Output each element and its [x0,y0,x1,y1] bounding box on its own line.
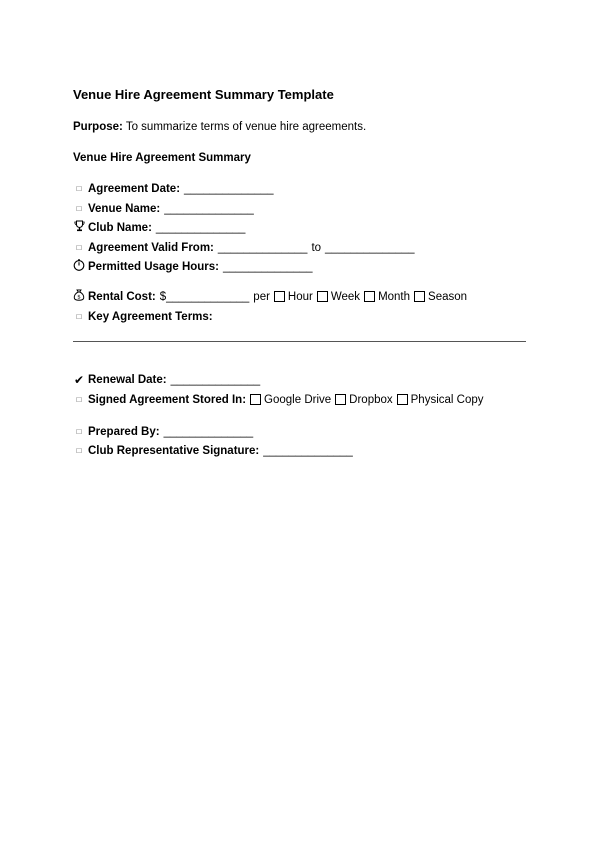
week-checkbox[interactable] [317,291,328,302]
venue-name-row [73,201,254,217]
document-icon: □ [76,312,82,321]
calendar-icon: □ [76,184,82,193]
google-drive-checkbox[interactable] [250,394,261,405]
purpose-line [73,121,366,133]
section-heading: Venue Hire Agreement Summary [73,152,251,164]
renewal-date-field[interactable]: ______________ [170,374,261,386]
currency-symbol: $ [159,291,167,303]
physical-copy-option: Physical Copy [410,394,484,406]
stopwatch-icon [73,259,85,275]
agreement-date-label: Agreement Date: [88,183,181,195]
svg-text:$: $ [77,294,81,301]
stadium-icon: □ [76,204,82,213]
rental-cost-label: Rental Cost: [88,291,156,303]
dropbox-option: Dropbox [349,394,393,406]
club-name-row [73,220,245,236]
stored-in-label: Signed Agreement Stored In: [88,394,247,406]
calendar-icon: □ [76,243,82,252]
dropbox-checkbox[interactable] [335,394,346,405]
valid-to-field[interactable]: ______________ [325,242,415,254]
agreement-date-field[interactable]: ______________ [184,183,274,195]
trophy-icon [73,220,85,236]
hour-option: Hour [287,291,313,303]
club-name-label: Club Name: [88,222,152,234]
signature-row [73,443,353,459]
club-name-field[interactable]: ______________ [155,222,246,234]
season-checkbox[interactable] [414,291,425,302]
renewal-date-label: Renewal Date: [88,374,167,386]
money-bag-icon [73,289,85,305]
prepared-by-field[interactable]: ______________ [163,426,254,438]
venue-name-field[interactable]: ______________ [164,203,254,215]
valid-to-separator: to [311,242,322,254]
month-option: Month [378,291,411,303]
physical-copy-checkbox[interactable] [397,394,408,405]
renewal-date-row [73,372,260,388]
folder-icon: □ [76,395,82,404]
page-title: Venue Hire Agreement Summary Template [73,87,334,102]
signature-field[interactable]: ______________ [263,445,353,457]
stored-in-row [73,392,484,408]
pen-icon: □ [76,427,82,436]
purpose-label: Purpose: [73,121,123,133]
usage-hours-field[interactable]: ______________ [223,261,313,273]
signature-icon: □ [76,446,82,455]
month-checkbox[interactable] [364,291,375,302]
rental-cost-field[interactable]: _____________ [166,291,250,303]
valid-from-field[interactable]: ______________ [217,242,308,254]
prepared-by-label: Prepared By: [88,426,160,438]
agreement-valid-row [73,240,415,256]
agreement-date-row [73,181,274,197]
hour-checkbox[interactable] [274,291,285,302]
checkmark-icon: ✔ [73,373,85,387]
per-label: per [253,291,270,303]
prepared-by-row [73,424,253,440]
rental-cost-row [73,289,467,305]
purpose-text: To summarize terms of venue hire agreements. [125,121,367,133]
usage-hours-label: Permitted Usage Hours: [88,261,220,273]
key-terms-line[interactable] [73,341,526,342]
week-option: Week [330,291,361,303]
usage-hours-row [73,259,313,275]
agreement-valid-from-label: Agreement Valid From: [88,242,214,254]
venue-name-label: Venue Name: [88,203,161,215]
signature-label: Club Representative Signature: [88,445,260,457]
season-option: Season [428,291,468,303]
key-terms-label: Key Agreement Terms: [88,311,213,323]
google-drive-option: Google Drive [264,394,332,406]
key-terms-row [73,309,213,325]
